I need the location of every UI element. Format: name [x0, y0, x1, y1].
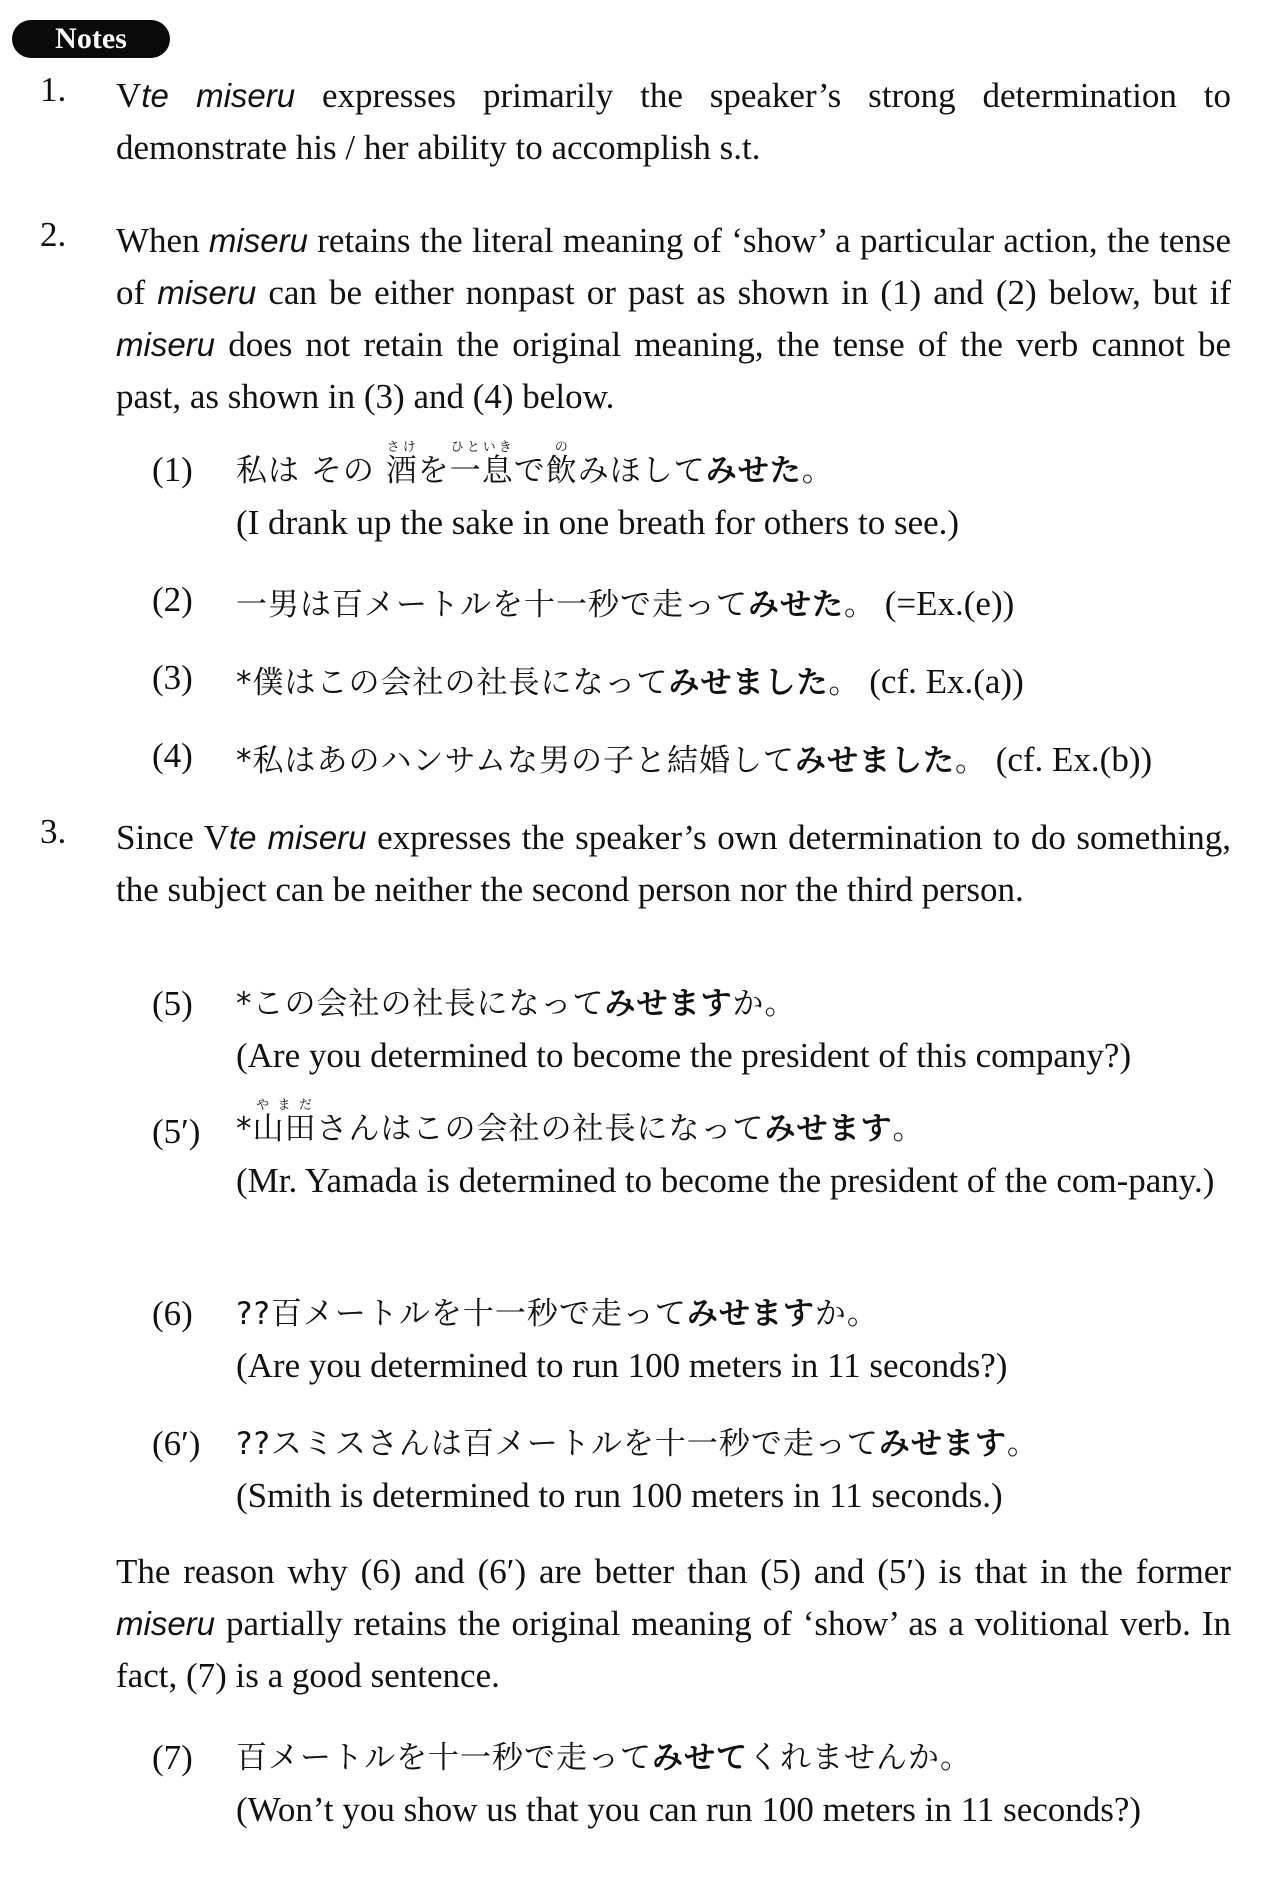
- example-label: (2): [152, 580, 193, 619]
- text-run: *この会社の社長になって: [236, 986, 605, 1022]
- example-gloss: (Smith is determined to run 100 meters in 11 seconds.): [236, 1476, 1003, 1515]
- bold-term: みせました: [794, 743, 955, 779]
- text-run: *私はあのハンサムな男の子と結婚して: [236, 743, 795, 779]
- text-run: 。: [1006, 1426, 1039, 1462]
- italic-term: miseru: [116, 326, 216, 363]
- bold-term: みせます: [764, 1111, 893, 1147]
- bold-term: みせた: [748, 587, 844, 623]
- example-reference: (cf. Ex.(b)): [995, 740, 1153, 779]
- example-label: (1): [152, 450, 193, 489]
- italic-term: miseru: [157, 274, 257, 311]
- closing-paragraph: [116, 1546, 1231, 1702]
- text-run: V: [116, 76, 142, 115]
- italic-term: miseru: [116, 1605, 216, 1642]
- bold-term: みせました: [668, 665, 829, 701]
- example-gloss: (Mr. Yamada is determined to become the president of the com-pany.): [236, 1161, 1215, 1200]
- note-number: 2.: [40, 215, 67, 254]
- text-run: expresses the speaker’s own determination to do something, the subject can be neither the second person nor the third person.: [116, 818, 1231, 909]
- example-1: [236, 440, 1236, 549]
- ruby-base: 酒: [385, 453, 418, 489]
- text-run: くれませんか。: [748, 1740, 972, 1776]
- bold-term: みせます: [686, 1296, 815, 1332]
- ruby-base: 飲: [545, 453, 578, 489]
- text-run: ??スミスさんは百メートルを十一秒で走って: [236, 1426, 879, 1462]
- example-label: (6): [152, 1294, 193, 1333]
- text-run: 。: [844, 587, 876, 623]
- notes-badge: Notes: [12, 20, 170, 58]
- example-gloss: (Are you determined to become the president of this company?): [236, 1036, 1132, 1075]
- example-japanese: [236, 440, 1236, 497]
- furigana: ひといき: [449, 440, 514, 455]
- text-run: 。: [892, 1111, 925, 1147]
- furigana: さけ: [385, 440, 418, 455]
- italic-term: miseru: [208, 222, 308, 259]
- furigana: の: [545, 440, 578, 455]
- example-label: (6′): [152, 1424, 201, 1463]
- text-run: *: [236, 1111, 253, 1147]
- ruby-base: 一息: [449, 453, 514, 489]
- example-reference: (cf. Ex.(a)): [869, 662, 1024, 701]
- ruby-word: [545, 440, 578, 489]
- text-run: partially retains the original meaning of ‘show’ as a volitional verb. In fact, (7) is a good sentence.: [116, 1604, 1231, 1695]
- example-gloss: (I drank up the sake in one breath for others to see.): [236, 503, 960, 542]
- text-run: 百メートルを十一秒で走って: [236, 1740, 652, 1776]
- note-number: 3.: [40, 812, 67, 851]
- text-run: を: [417, 453, 450, 489]
- example-japanese: [236, 978, 1236, 1030]
- text-run: で: [513, 453, 546, 489]
- example-japanese: [236, 1288, 1236, 1340]
- example-japanese: [236, 665, 861, 701]
- example-6-prime: [236, 1418, 1236, 1522]
- example-7: [236, 1732, 1236, 1836]
- note-3-text: [116, 812, 1231, 916]
- text-run: retains the literal meaning of ‘show’ a particular action, the tense of: [116, 221, 1231, 312]
- example-label: (5′): [152, 1112, 201, 1151]
- text-run: か。: [732, 986, 797, 1022]
- example-label: (5): [152, 984, 193, 1023]
- text-run: 。: [801, 453, 834, 489]
- example-2: [236, 578, 1236, 631]
- text-run: ??百メートルを十一秒で走って: [236, 1296, 687, 1332]
- italic-term: te miseru: [228, 819, 367, 856]
- example-label: (4): [152, 736, 193, 775]
- bold-term: みせて: [652, 1740, 748, 1776]
- ruby-word: [385, 440, 418, 489]
- bold-term: みせた: [705, 453, 802, 489]
- text-run: さんはこの会社の社長になって: [316, 1111, 765, 1147]
- bold-term: みせます: [878, 1426, 1007, 1462]
- ruby-base: 山田: [252, 1111, 317, 1147]
- note-number: 1.: [40, 70, 67, 109]
- note-1-text: [116, 70, 1231, 174]
- example-gloss: (Won’t you show us that you can run 100 meters in 11 seconds?): [236, 1790, 1142, 1829]
- example-4: [236, 734, 1236, 787]
- example-5-prime: [236, 1098, 1236, 1207]
- text-run: Since V: [116, 818, 229, 857]
- text-run: 一男は百メートルを十一秒で走って: [236, 587, 748, 623]
- example-gloss: (Are you determined to run 100 meters in 11 seconds?): [236, 1346, 1008, 1385]
- text-run: When: [116, 221, 209, 260]
- furigana: やまだ: [252, 1098, 317, 1113]
- text-run: か。: [814, 1296, 879, 1332]
- example-japanese: [236, 1732, 1236, 1784]
- text-run: expresses primarily the speaker’s strong determination to demonstrate his / her ability to accomplish s.t.: [116, 76, 1231, 167]
- example-6: [236, 1288, 1236, 1392]
- ruby-word: [252, 1098, 317, 1147]
- example-reference: (=Ex.(e)): [884, 584, 1015, 623]
- text-run: can be either nonpast or past as shown in (1) and (2) below, but if: [256, 273, 1231, 312]
- example-japanese: [236, 1418, 1236, 1470]
- italic-term: te miseru: [141, 77, 296, 114]
- text-run: 。: [954, 743, 987, 779]
- bold-term: みせます: [604, 986, 733, 1022]
- example-5: [236, 978, 1236, 1082]
- example-japanese: [236, 587, 876, 623]
- text-run: does not retain the original meaning, the tense of the verb cannot be past, as shown in (3) and (4) below.: [116, 325, 1231, 416]
- example-japanese: [236, 1098, 1236, 1155]
- example-3: [236, 656, 1236, 709]
- note-2-text: [116, 215, 1231, 423]
- text-run: 私は その: [236, 453, 386, 489]
- example-label: (3): [152, 658, 193, 697]
- example-label: (7): [152, 1738, 193, 1777]
- example-japanese: [236, 743, 987, 779]
- text-run: The reason why (6) and (6′) are better than (5) and (5′) is that in the former: [116, 1552, 1231, 1591]
- text-run: *僕はこの会社の社長になって: [236, 665, 669, 701]
- ruby-word: [449, 440, 514, 489]
- text-run: 。: [828, 665, 861, 701]
- text-run: みほして: [577, 453, 706, 489]
